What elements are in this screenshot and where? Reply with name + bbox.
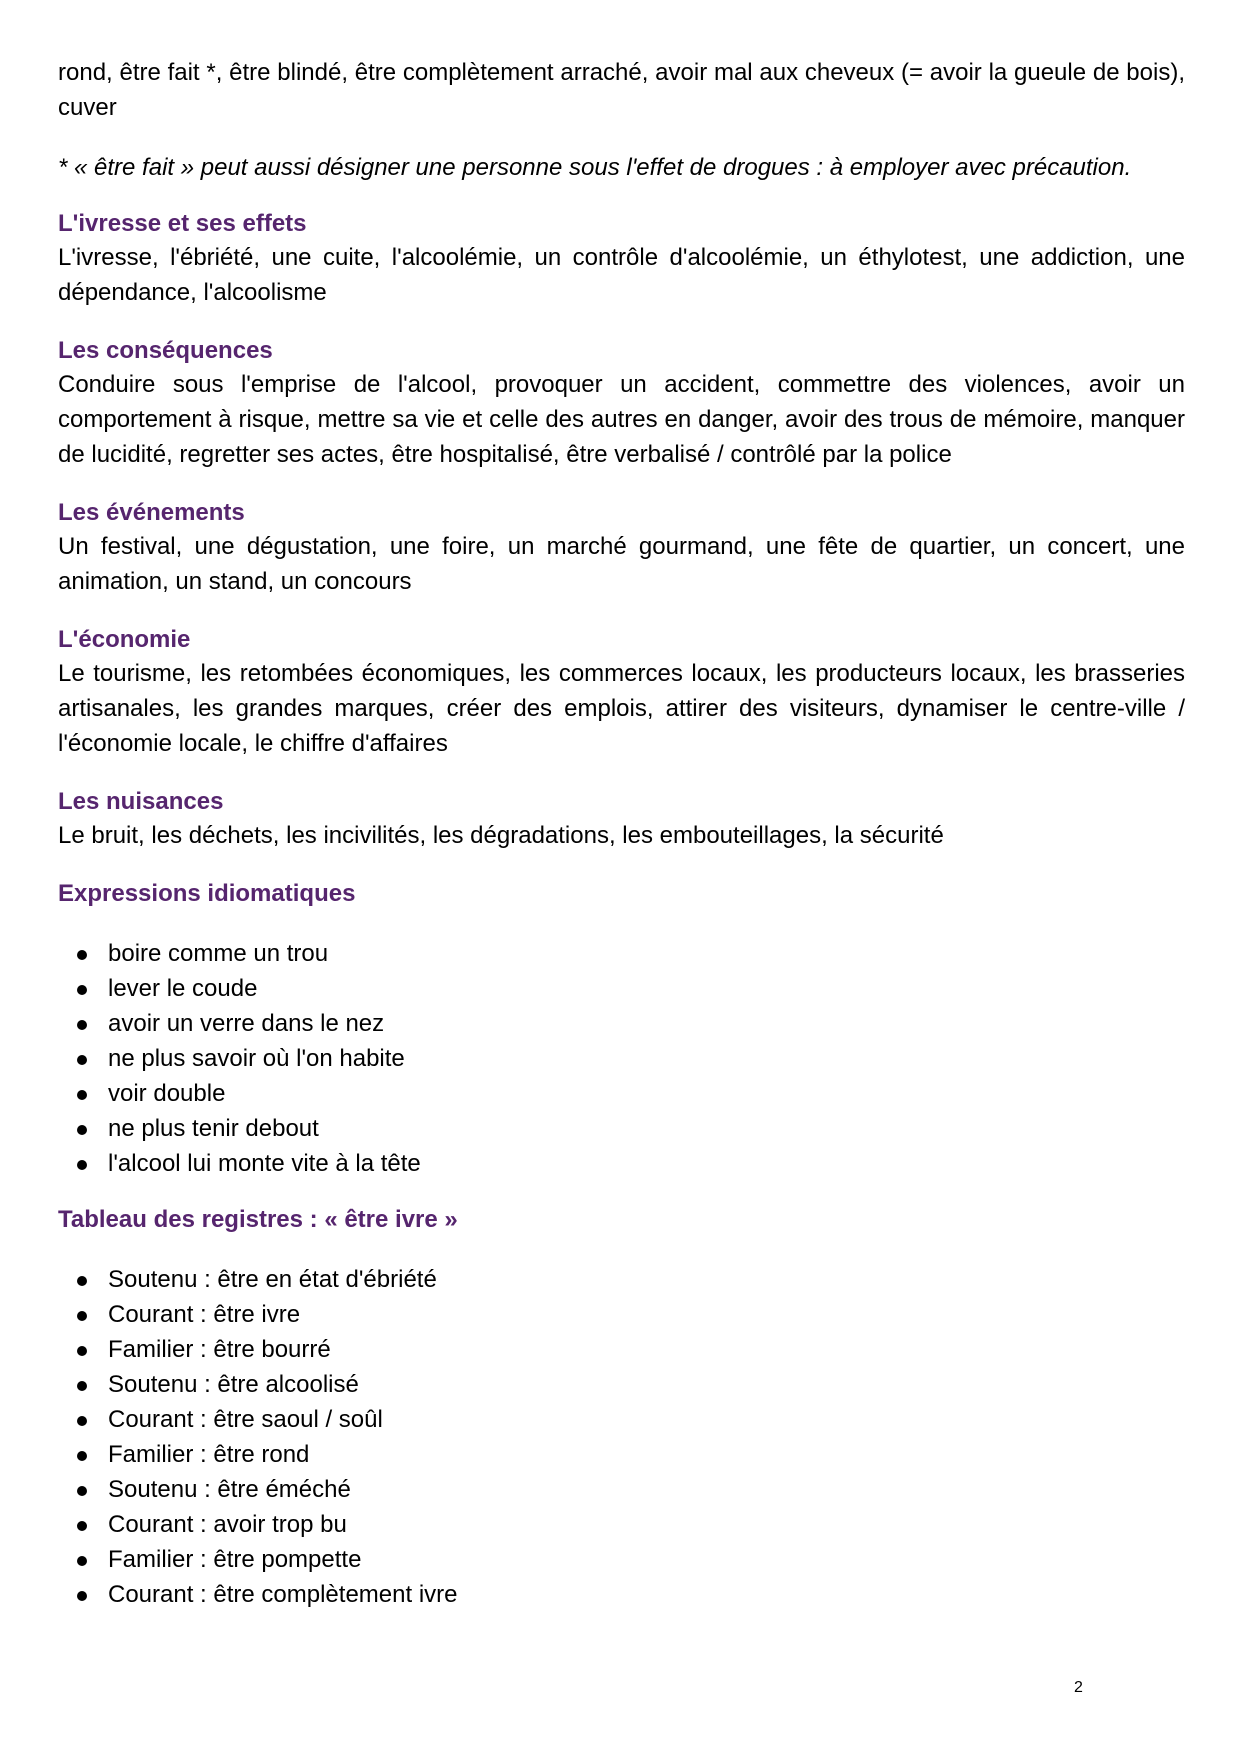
section-economie (58, 623, 1185, 761)
section-heading: L'ivresse et ses effets (58, 210, 307, 237)
list-item (58, 1542, 1185, 1577)
bullet-icon (77, 1090, 87, 1100)
bullet-icon (77, 1381, 87, 1391)
section-heading: Les événements (58, 499, 245, 526)
list-item-text: Familier : être bourré (108, 1336, 331, 1363)
list-item-text: Soutenu : être en état d'ébriété (108, 1266, 437, 1293)
list-item (58, 1472, 1185, 1507)
idioms-heading: Expressions idiomatiques (58, 880, 356, 907)
page-number: 2 (1074, 1679, 1083, 1696)
idioms-section (58, 877, 1185, 1181)
continuation-paragraph: rond, être fait *, être blindé, être complètement arraché, avoir mal aux cheveux (= avoir la gueule de bois), cuver (58, 59, 1185, 121)
list-item-text: Soutenu : être éméché (108, 1476, 351, 1503)
section-text: L'ivresse, l'ébriété, une cuite, l'alcoolémie, un contrôle d'alcoolémie, un éthylotest, une addiction, une dépendance, l'alcoolisme (58, 244, 1185, 306)
list-item (58, 1437, 1185, 1472)
bullet-icon (77, 1556, 87, 1566)
bullet-icon (77, 1521, 87, 1531)
section-text: Le tourisme, les retombées économiques, les commerces locaux, les producteurs locaux, les brasseries artisanales, les grandes marques, créer des emplois, attirer des visiteurs, dynamiser le centre-ville / l'économie locale, le chiffre d'affaires (58, 660, 1185, 757)
section-text: Un festival, une dégustation, une foire, un marché gourmand, une fête de quartier, un concert, une animation, un stand, un concours (58, 533, 1185, 595)
section-ivresse (58, 207, 1185, 310)
list-item (58, 1332, 1185, 1367)
bullet-icon (77, 1020, 87, 1030)
bullet-icon (77, 1486, 87, 1496)
list-item (58, 1111, 1185, 1146)
list-item-text: Courant : être saoul / soûl (108, 1406, 383, 1433)
idioms-list (58, 936, 1185, 1181)
bullet-icon (77, 1276, 87, 1286)
bullet-icon (77, 1591, 87, 1601)
list-item (58, 1297, 1185, 1332)
list-item-text: lever le coude (108, 975, 258, 1002)
section-nuisances (58, 785, 1185, 853)
list-item (58, 1262, 1185, 1297)
footnote-remark: * « être fait » peut aussi désigner une personne sous l'effet de drogues : à employer avec précaution. (58, 154, 1132, 181)
list-item-text: Soutenu : être alcoolisé (108, 1371, 359, 1398)
list-item-text: Courant : être ivre (108, 1301, 301, 1328)
section-heading: Les conséquences (58, 337, 273, 364)
list-item-text: boire comme un trou (108, 940, 329, 967)
bullet-icon (77, 950, 87, 960)
list-item-text: Courant : avoir trop bu (108, 1511, 347, 1538)
list-item (58, 1146, 1185, 1181)
list-item-text: avoir un verre dans le nez (108, 1010, 385, 1037)
list-item (58, 1367, 1185, 1402)
bullet-icon (77, 985, 87, 995)
list-item (58, 1076, 1185, 1111)
list-item (58, 971, 1185, 1006)
list-item (58, 1402, 1185, 1437)
section-text: Le bruit, les déchets, les incivilités, les dégradations, les embouteillages, la sécurité (58, 822, 944, 849)
section-heading: L'économie (58, 626, 191, 653)
list-item (58, 1507, 1185, 1542)
bullet-icon (77, 1311, 87, 1321)
list-item-text: l'alcool lui monte vite à la tête (108, 1150, 421, 1177)
registers-section (58, 1203, 1185, 1612)
list-item-text: Familier : être pompette (108, 1546, 362, 1573)
list-item-text: ne plus tenir debout (108, 1115, 319, 1142)
bullet-icon (77, 1416, 87, 1426)
list-item (58, 936, 1185, 971)
list-item-text: ne plus savoir où l'on habite (108, 1045, 405, 1072)
section-consequences (58, 334, 1185, 472)
list-item-text: Courant : être complètement ivre (108, 1581, 458, 1608)
registers-heading: Tableau des registres : « être ivre » (58, 1206, 458, 1233)
list-item (58, 1577, 1185, 1612)
section-evenements (58, 496, 1185, 599)
bullet-icon (77, 1125, 87, 1135)
bullet-icon (77, 1055, 87, 1065)
list-item-text: Familier : être rond (108, 1441, 310, 1468)
bullet-icon (77, 1451, 87, 1461)
registers-list (58, 1262, 1185, 1612)
bullet-icon (77, 1160, 87, 1170)
document-page (58, 55, 1185, 1634)
list-item-text: voir double (108, 1080, 226, 1107)
bullet-icon (77, 1346, 87, 1356)
section-text: Conduire sous l'emprise de l'alcool, provoquer un accident, commettre des violences, avoir un comportement à risque, mettre sa vie et celle des autres en danger, avoir des trous de mémoire, manquer de lucidité, regretter ses actes, être hospitalisé, être verbalisé / contrôlé par la police (58, 371, 1185, 468)
list-item (58, 1006, 1185, 1041)
section-heading: Les nuisances (58, 788, 224, 815)
list-item (58, 1041, 1185, 1076)
